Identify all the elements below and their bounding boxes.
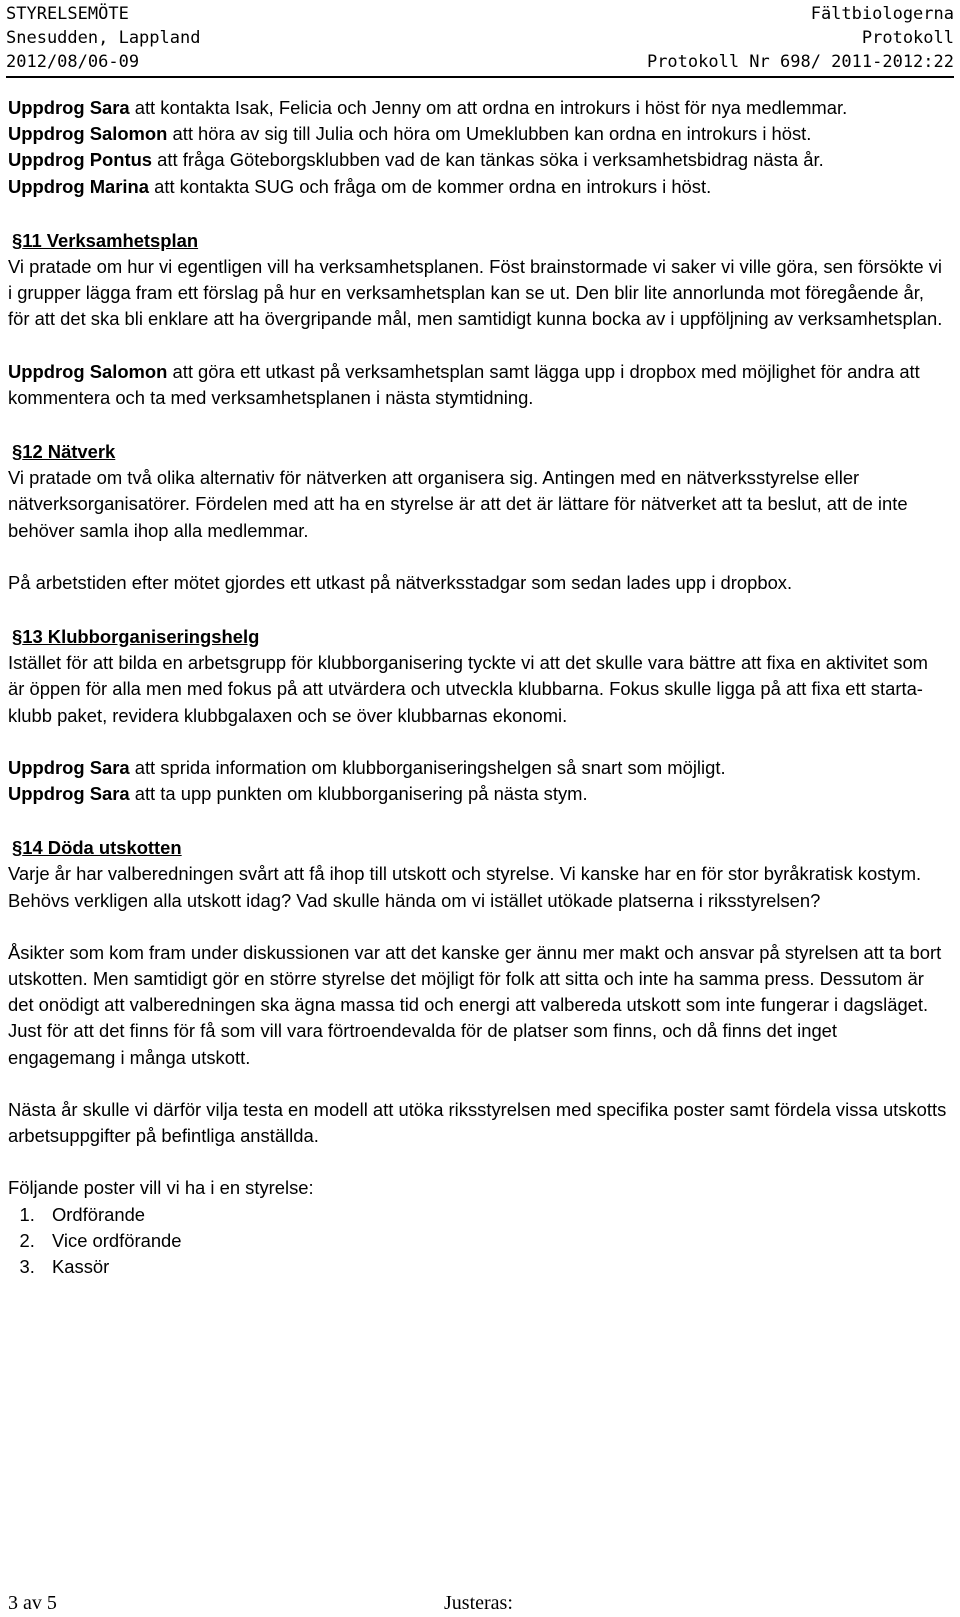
- assignment-label: Uppdrog Sara: [8, 756, 130, 778]
- meeting-date: 2012/08/06-09: [6, 52, 140, 72]
- assignment-label: Uppdrog Sara: [8, 783, 130, 805]
- section-14-title: 14 Döda utskotten: [22, 837, 182, 859]
- section-13-heading: [8, 624, 948, 650]
- document-body: [8, 95, 948, 1280]
- section-13-text: Istället för att bilda en arbetsgrupp för klubborganisering tyckte vi att det skulle vara bättre att fixa en aktivitet som är öppen för alla men med fokus på att utvärdera och utveckla klubbarna. Fokus skulle ligga på att fixa ett starta-klubb paket, revidera klubbgalaxen och se över klubbarnas ekonomi.: [8, 652, 928, 726]
- assignment-label: Uppdrog Salomon: [8, 360, 168, 382]
- section-12-text: Vi pratade om två olika alternativ för nätverken att organisera sig. Antingen med en nätverksstyrelse eller nätverksorganisatörer. Fördelen med att ha en styrelse är att det är lättare för nätverket att ta beslut, att de inte behöver samla ihop alla medlemmar.: [8, 467, 908, 541]
- assignment-paragraph: [8, 121, 948, 147]
- list-item: 1. Ordförande: [40, 1202, 948, 1228]
- meeting-type: STYRELSEMÖTE: [6, 4, 129, 24]
- assignment-label: Uppdrog Salomon: [8, 123, 168, 145]
- section-12-heading: [8, 439, 948, 465]
- list-intro: Följande poster vill vi ha i en styrelse:: [8, 1177, 314, 1199]
- assignment-label: Uppdrog Sara: [8, 97, 130, 118]
- section-14-text-3: Nästa år skulle vi därför vilja testa en modell att utöka riksstyrelsen med specifika poster samt fördela vissa utskotts arbetsuppgifter på befintliga anställda.: [8, 1098, 947, 1147]
- section-14-text-2: Åsikter som kom fram under diskussionen var att det kanske ger ännu mer makt och ansvar på styrelsen att ta bort utskotten. Men samtidigt gör en större styrelse det möjligt för folk att sitta och inte ha samma press. Dessutom är det onödigt att valberedningen ska ägna massa tid och energi att valbereda utskott som inte fungerar i dagsläget. Just för att det finns för få som vill vara förtroendevalda för de platser som finns, och då finns det inget engagemang i många utskott.: [8, 941, 942, 1068]
- paragraph-symbol: §: [12, 626, 23, 648]
- section-11-heading: [8, 228, 948, 254]
- assignment-text: att fråga Göteborgsklubben vad de kan tänkas söka i verksamhetsbidrag nästa år.: [152, 149, 824, 171]
- meeting-location: Snesudden, Lappland: [6, 28, 201, 48]
- assignment-paragraph: [8, 359, 948, 411]
- assignment-text: att göra ett utkast på verksamhetsplan samt lägga upp i dropbox med möjlighet för andra att kommentera och ta med verksamhetsplanen i nästa stymtidning.: [8, 360, 920, 408]
- section-12-title: 12 Nätverk: [22, 441, 116, 463]
- assignment-text: att kontakta Isak, Felicia och Jenny om att ordna en introkurs i höst för nya medlemmar.: [129, 97, 848, 118]
- page-footer: [8, 1590, 954, 1617]
- section-14-heading: [8, 835, 948, 861]
- header-left: [6, 2, 200, 74]
- assignment-paragraph: [8, 174, 948, 200]
- section-11-title: 11 Verksamhetsplan: [22, 229, 199, 251]
- page-header: [6, 2, 954, 78]
- assignment-paragraph: [8, 755, 948, 781]
- board-positions-list: [8, 1202, 948, 1281]
- protocol-number: Protokoll Nr 698/ 2011-2012:22: [646, 52, 954, 72]
- paragraph-symbol: §: [12, 837, 23, 859]
- assignment-paragraph: [8, 781, 948, 807]
- justeras-label: Justeras:: [444, 1592, 513, 1614]
- section-11-text: Vi pratade om hur vi egentligen vill ha verksamhetsplanen. Föst brainstormade vi saker vi ville göra, sen försökte vi i grupper lägga fram ett förslag på hur en verksamhetsplan kan se ut. Den blir lite annorlunda mot föregående år, för att det ska bli enklare att ha övergripande mål, men samtidigt kunna bocka av i uppföljning av verksamhetsplan.: [8, 256, 943, 330]
- assignment-text: att ta upp punkten om klubborganisering på nästa stym.: [129, 783, 588, 805]
- document-type: Protokoll: [861, 28, 954, 48]
- assignment-text: att höra av sig till Julia och höra om Umeklubben kan ordna en introkurs i höst.: [167, 123, 812, 145]
- paragraph-symbol: §: [12, 229, 23, 251]
- header-right: [647, 2, 954, 74]
- page-number: 3 av 5: [8, 1592, 57, 1614]
- section-12-text-2: På arbetstiden efter mötet gjordes ett utkast på nätverksstadgar som sedan lades upp i dropbox.: [8, 571, 793, 593]
- assignment-paragraph: [8, 95, 948, 121]
- paragraph-symbol: §: [12, 441, 23, 463]
- section-14-text: Varje år har valberedningen svårt att få ihop till utskott och styrelse. Vi kanske har en för stor byråkratisk kostym. Behövs verkligen alla utskott idag? Vad skulle hända om vi istället utökade platserna i riksstyrelsen?: [8, 863, 922, 911]
- list-item: 2. Vice ordförande: [40, 1228, 948, 1254]
- section-13-title: 13 Klubborganiseringshelg: [22, 626, 260, 648]
- assignment-label: Uppdrog Marina: [8, 175, 149, 197]
- assignment-paragraph: [8, 147, 948, 173]
- assignment-text: att sprida information om klubborganiseringshelgen så snart som möjligt.: [129, 756, 726, 778]
- assignment-text: att kontakta SUG och fråga om de kommer ordna en introkurs i höst.: [149, 175, 712, 197]
- list-item: 3. Kassör: [40, 1254, 948, 1280]
- organization-name: Fältbiologerna: [810, 4, 954, 24]
- assignment-label: Uppdrog Pontus: [8, 149, 153, 171]
